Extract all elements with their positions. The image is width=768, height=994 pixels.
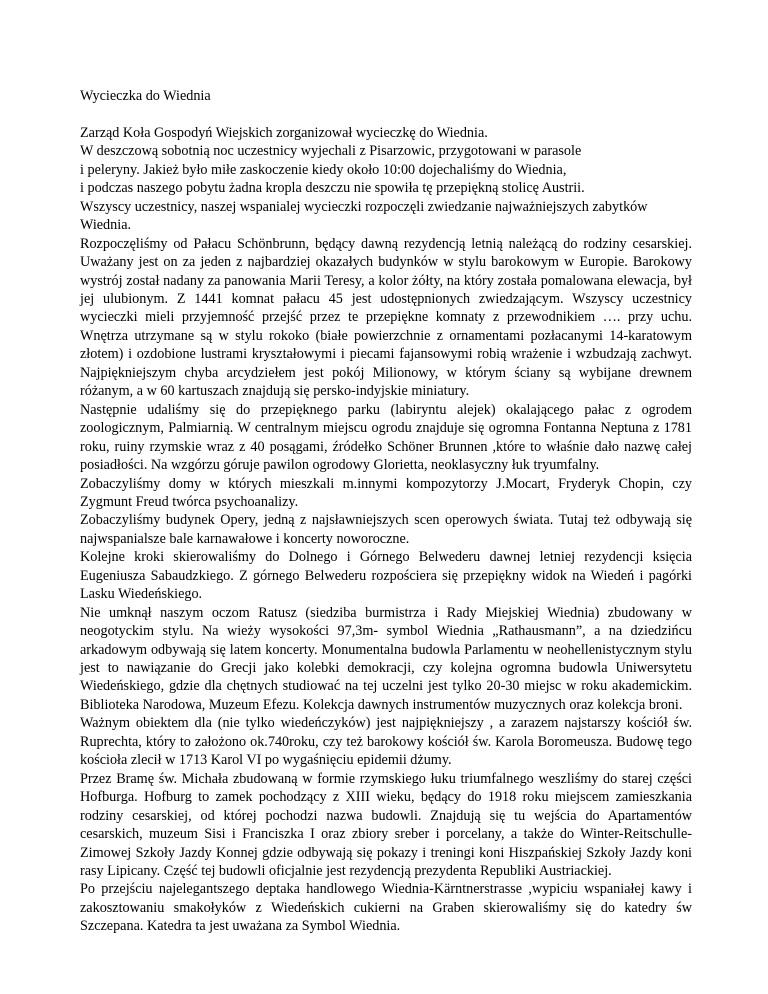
paragraph-opera: Zobaczyliśmy budynek Opery, jedną z najsławniejszych scen operowych świata. Tutaj też odbywają się najwspanialsze bale karnawałowe i koncerty noworoczne. <box>80 512 692 547</box>
paragraph-departure: W deszczową sobotnią noc uczestnicy wyjechali z Pisarzowic, przygotowani w parasole <box>80 143 582 160</box>
document-page <box>80 87 692 936</box>
paragraph-park: Następnie udaliśmy się do przepięknego parku (labiryntu alejek) okalającego pałac z ogrodem zoologicznym, Palmiarnią. W centralnym miejscu ogrodu znajduje się ogromna Fontanna Neptuna z 1781 roku, ruiny rzymskie wraz z 40 posągami, źródełko Schöner Brunnen ,które to właśnie dało nazwę całej posiadłości. Na wzgórzu góruje pawilon ogrodowy Glorietta, neoklasyczny łuk tryumfalny. <box>80 401 692 474</box>
paragraph-arrival: i peleryny. Jakież było miłe zaskoczenie kiedy około 10:00 dojechaliśmy do Wiednia, <box>80 161 567 178</box>
paragraph-intro: Zarząd Koła Gospodyń Wiejskich zorganizował wycieczkę do Wiednia. <box>80 124 488 141</box>
paragraph-city-hall: Nie umknął naszym oczom Ratusz (siedziba burmistrza i Rady Miejskiej Wiednia) zbudowany w neogotyckim stylu. Na wieży wysokości 97,3m- symbol Wiednia „Rathausmann”, a na dziedzińcu arkadowym odbywają się latem koncerty. Monumentalna budowla Parlamentu w neohellenistycznym stylu jest to nawiązanie do Grecji jako kolebki demokracji, czy kolejna ogromna budowla Uniwersytetu Wiedeńskiego, gdzie dla chętnych studiować na tej uczelni jest tylko 20-30 miejsc w roku akademickim. Biblioteka Narodowa, Muzeum Efezu. Kolekcja dawnych instrumentów muzycznych oraz kolekcja broni. <box>80 604 692 713</box>
paragraph-weather: i podczas naszego pobytu żadna kropla deszczu nie spowiła tę przepiękną stolicę Austrii. <box>80 180 585 197</box>
paragraph-belvedere: Kolejne kroki skierowaliśmy do Dolnego i Górnego Belwederu dawnej letniej rezydencji księcia Eugeniusza Sabaudzkiego. Z górnego Belwederu rozpościera się przepiękny widok na Wiedeń i pagórki Lasku Wiedeńskiego. <box>80 549 692 603</box>
paragraph-hofburg: Przez Bramę św. Michała zbudowaną w formie rzymskiego łuku triumfalnego weszliśmy do starej części Hofburga. Hofburg to zamek pochodzący z XIII wieku, będący do 1918 roku miejscem zamieszkania rodziny cesarskiej, od której pochodzi nazwa budowli. Znajdują się tu wejścia do Apartamentów cesarskich, muzeum Sisi i Franciszka I oraz zbiory sreber i porcelany, a także do Winter-Reitschulle-Zimowej Szkoły Jazdy Konnej gdzie odbywają się pokazy i treningi koni Hiszpańskiej Szkoły Jazdy koni rasy Lipicany. Część tej budowli oficjalnie jest rezydencją prezydenta Republiki Austriackiej. <box>80 770 692 880</box>
paragraph-cathedral: Po przejściu najelegantszego deptaka handlowego Wiednia-Kärntnerstrasse ,wypiciu wspaniałej kawy i zakosztowaniu smakołyków z Wiedeńskich cukierni na Graben skierowaliśmy się do katedry św Szczepana. Katedra ta jest uważana za Symbol Wiednia. <box>80 881 692 935</box>
document-title: Wycieczka do Wiednia <box>80 88 211 104</box>
paragraph-schonbrunn: Rozpoczęliśmy od Pałacu Schönbrunn, będący dawną rezydencją letnią należącą do rodziny cesarskiej. Uważany jest on za jeden z najbardziej okazałych budynków w stylu barokowym w Europie. Barokowy wystrój został nadany za panowania Marii Teresy, a kolor żółty, na który została pomalowana elewacja, był jej ulubionym. Z 1441 komnat pałacu 45 jest udostępnionych zwiedzającym. Wszyscy uczestnicy wycieczki mieli przyjemność przejść przez te przepiękne komnaty z przewodnikiem …. przy uchu. Wnętrza utrzymane są w stylu rokoko (białe powierzchnie z ornamentami pozłacanymi 14-karatowym złotem) i ozdobione lustrami kryształowymi i piecami fajansowymi robią wrażenie i wzbudzają zachwyt. Najpiękniejszym chyba arcydziełem jest pokój Milionowy, w którym ściany są wybijane drewnem różanym, a w 60 kartuszach znajdują się persko-indyjskie miniatury. <box>80 235 692 400</box>
paragraph-composers: Zobaczyliśmy domy w których mieszkali m.innymi kompozytorzy J.Mocart, Fryderyk Chopin, czy Zygmunt Freud twórca psychoanalizy. <box>80 475 692 510</box>
paragraph-sightseeing-start: Wszyscy uczestnicy, naszej wspanialej wycieczki rozpoczęli zwiedzanie najważniejszych zabytków Wiednia. <box>80 198 648 234</box>
paragraph-churches: Ważnym obiektem dla (nie tylko wiedeńczyków) jest najpiękniejszy , a zarazem najstarszy kościół św. Ruprechta, który to założono ok.740roku, czy też barokowy kościół św. Karola Boromeusza. Budowę tego kościoła zlecił w 1713 Karol VI po wygaśnięciu epidemii dżumy. <box>80 715 692 769</box>
